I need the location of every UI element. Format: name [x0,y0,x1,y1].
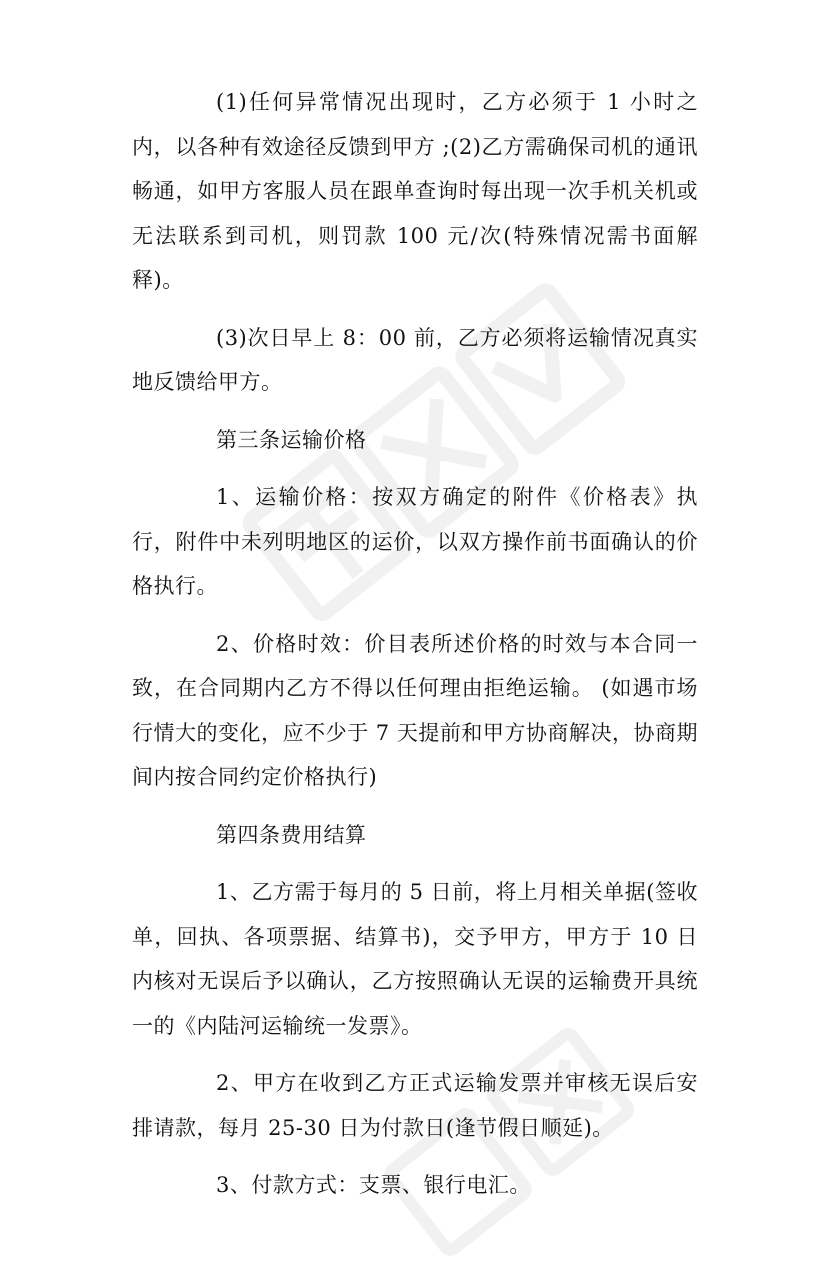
paragraph-price-validity: 2、价格时效：价目表所述价格的时效与本合同一致，在合同期内乙方不得以任何理由拒绝运输。 (如遇市场行情大的变化，应不少于 7 天提前和甲方协商解决，协商期间内按合同约定价格执行) [132,631,698,789]
paragraph-clause-1-2: (1)任何异常情况出现时，乙方必须于 1 小时之内，以各种有效途径反馈到甲方 ;(2)乙方需确保司机的通讯畅通，如甲方客服人员在跟单查询时每出现一次手机关机或无法联系到司机，则罚款 100 元/次(特殊情况需书面解释)。 [132,90,698,292]
paragraph-clause-3: (3)次日早上 8：00 前，乙方必须将运输情况真实地反馈给甲方。 [132,325,698,394]
paragraph-settlement-2: 2、甲方在收到乙方正式运输发票并审核无误后安排请款，每月 25-30 日为付款日(逢节假日顺延)。 [132,1071,698,1140]
paragraph-payment-method: 3、付款方式：支票、银行电汇。 [216,1173,531,1197]
heading-article-3: 第三条运输价格 [216,427,367,452]
document-body [132,80,698,1221]
paragraph-transport-price: 1、运输价格：按双方确定的附件《价格表》执行，附件中未列明地区的运价，以双方操作前书面确认的价格执行。 [132,485,698,598]
paragraph-settlement-1: 1、乙方需于每月的 5 日前，将上月相关单据(签收单，回执、各项票据、结算书)，交予甲方，甲方于 10 日内核对无误后予以确认，乙方按照确认无误的运输费开具统一的《内陆河运输统一发票》。 [132,880,698,1038]
heading-article-4: 第四条费用结算 [216,822,367,847]
